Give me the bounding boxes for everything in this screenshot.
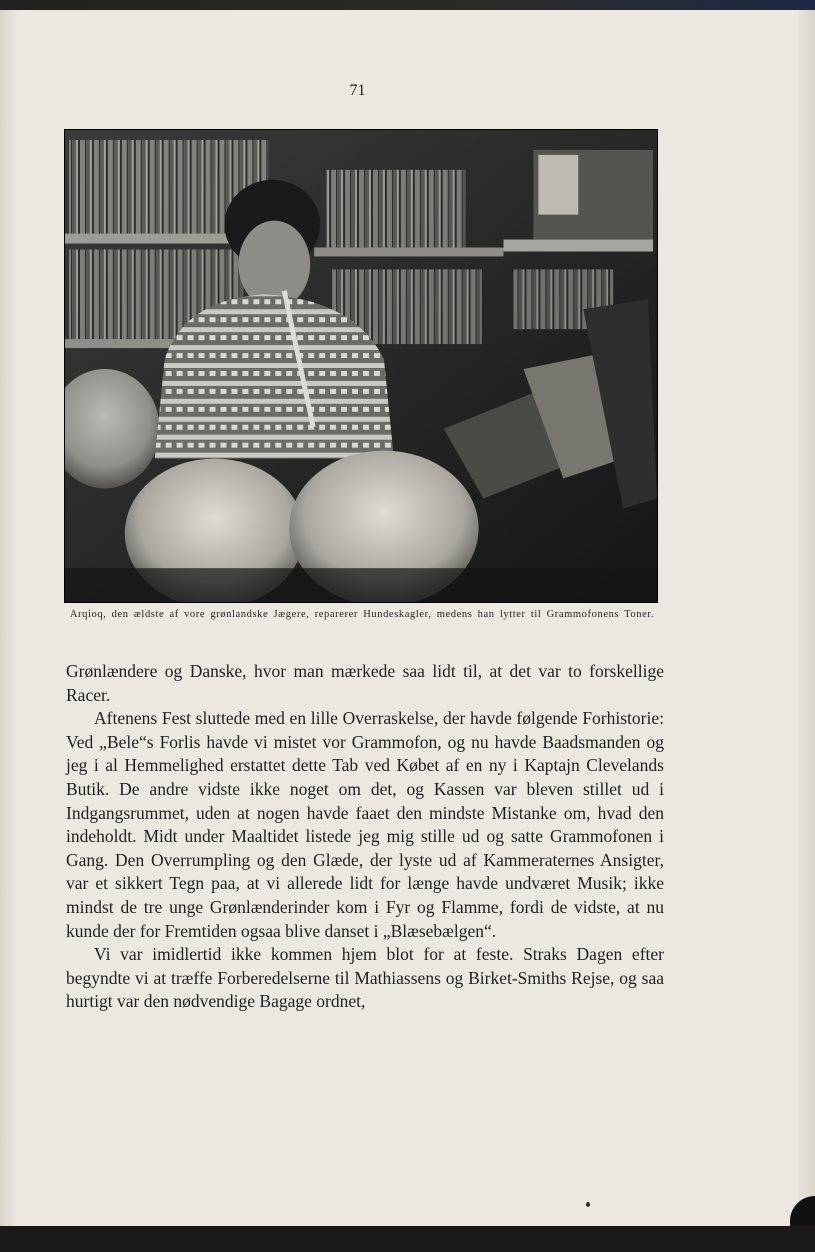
paragraph-continuation: Grønlændere og Danske, hvor man mærkede saa lidt til, at det var to forskellige Racer. bbox=[66, 661, 664, 705]
photograph-illustration bbox=[65, 130, 657, 602]
page-gutter-shadow bbox=[0, 10, 18, 1228]
dust-speck bbox=[586, 1202, 590, 1207]
photo-caption: Arqioq, den ældste af vore grønlandske Jægere, reparerer Hundeskagler, medens han lytter til Grammofonens Toner. bbox=[69, 609, 655, 620]
scanner-background-bottom bbox=[0, 1226, 815, 1252]
body-text bbox=[66, 660, 664, 1014]
photograph bbox=[64, 129, 658, 603]
page-number: 71 bbox=[349, 82, 366, 99]
paragraph-party-surprise: Aftenens Fest sluttede med en lille Overraskelse, der havde følgende Forhistorie: Ved „Bele“s Forlis havde vi mistet vor Grammofon, og nu havde Baadsmanden og jeg i al Hemmelighed erstattet dette Tab ved Købet af en ny i Kaptajn Clevelands Butik. De andre vidste ikke noget om det, og Kassen var bleven stillet ud i Indgangsrummet, uden at nogen havde faaet den mindste Mistanke om, hvad den indeholdt. Midt under Maaltidet listede jeg mig stille ud og satte Grammofonen i Gang. Den Overrumpling og den Glæde, der lyste ud af Kammeraternes Ansigter, var et sikkert Tegn paa, at vi allerede lidt for længe havde undværet Musik; ikke mindst de tre unge Grønlænderinder kom i Fyr og Flamme, fordi de vidste, at nu kunde der for Fremtiden ogsaa blive danset i „Blæsebælgen“. bbox=[66, 708, 664, 941]
page-right-edge bbox=[798, 10, 815, 1228]
paragraph-preparations: Vi var imidlertid ikke kommen hjem blot for at feste. Straks Dagen efter begyndte vi at træffe Forberedelserne til Mathiassens og Birket-Smiths Rejse, og saa hurtigt var den nødvendige Bagage ordnet, bbox=[66, 944, 664, 1012]
